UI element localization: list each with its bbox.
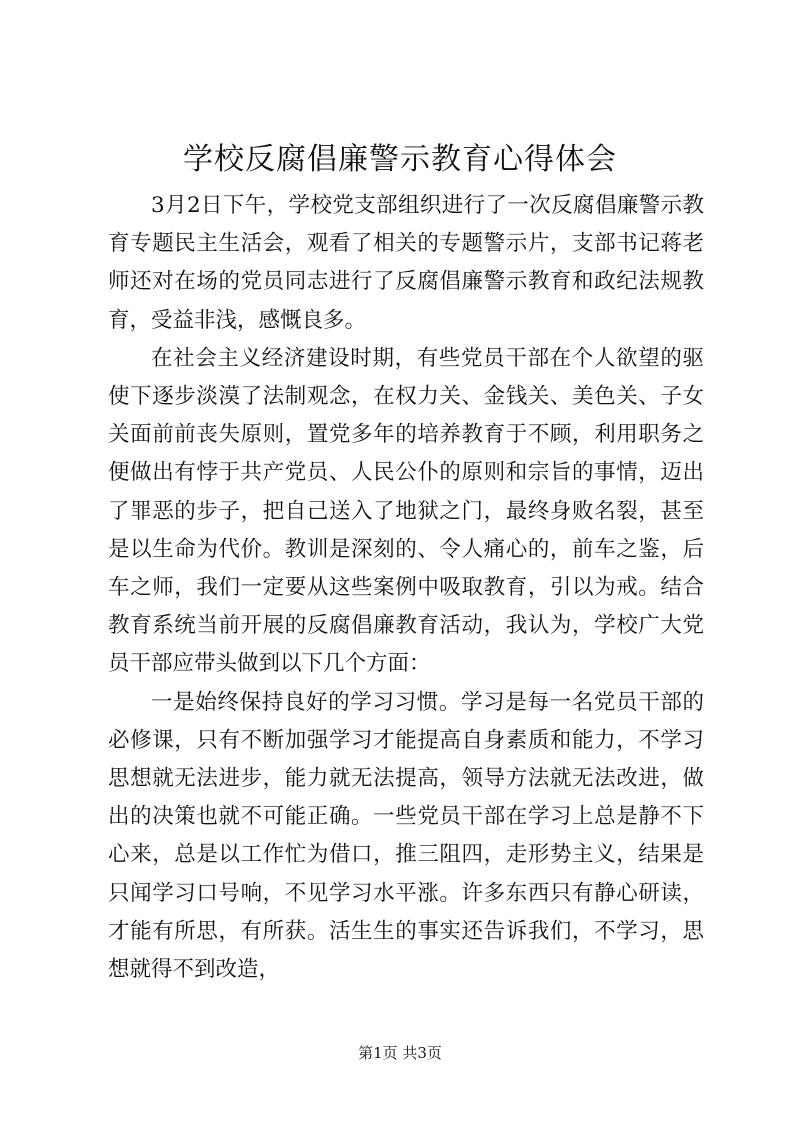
- document-title: 学校反腐倡廉警示教育心得体会: [183, 142, 617, 177]
- page-number-footer: 第1页 共3页: [358, 1044, 442, 1062]
- paragraph-background: 在社会主义经济建设时期，有些党员干部在个人欲望的驱使下逐步淡漠了法制观念，在权力关、金钱关、美色关、子女关面前前丧失原则，置党多年的培养教育于不顾，利用职务之便做出有悖于共产党员、人民公仆的原则和宗旨的事情，迈出了罪恶的步子，把自己送入了地狱之门，最终身败名裂，甚至是以生命为代价。教训是深刻的、令人痛心的，前车之鉴，后车之师，我们一定要从这些案例中吸取教育，引以为戒。结合教育系统当前开展的反腐倡廉教育活动，我认为，学校广大党员干部应带头做到以下几个方面：: [108, 345, 704, 677]
- paragraph-intro: 3月2日下午，学校党支部组织进行了一次反腐倡廉警示教育专题民主生活会，观看了相关的专题警示片，支部书记蒋老师还对在场的党员同志进行了反腐倡廉警示教育和政纪法规教育，受益非浅，感慨良多。: [108, 193, 704, 333]
- paragraph-point-one: 一是始终保持良好的学习习惯。学习是每一名党员干部的必修课，只有不断加强学习才能提高自身素质和能力，不学习思想就无法进步，能力就无法提高，领导方法就无法改进，做出的决策也就不可能正确。一些党员干部在学习上总是静不下心来，总是以工作忙为借口，推三阻四，走形势主义，结果是只闻学习口号响，不见学习水平涨。许多东西只有静心研读，才能有所思，有所获。活生生的事实还告诉我们，不学习，思想就得不到改造，: [108, 689, 704, 983]
- document-body: [108, 187, 704, 989]
